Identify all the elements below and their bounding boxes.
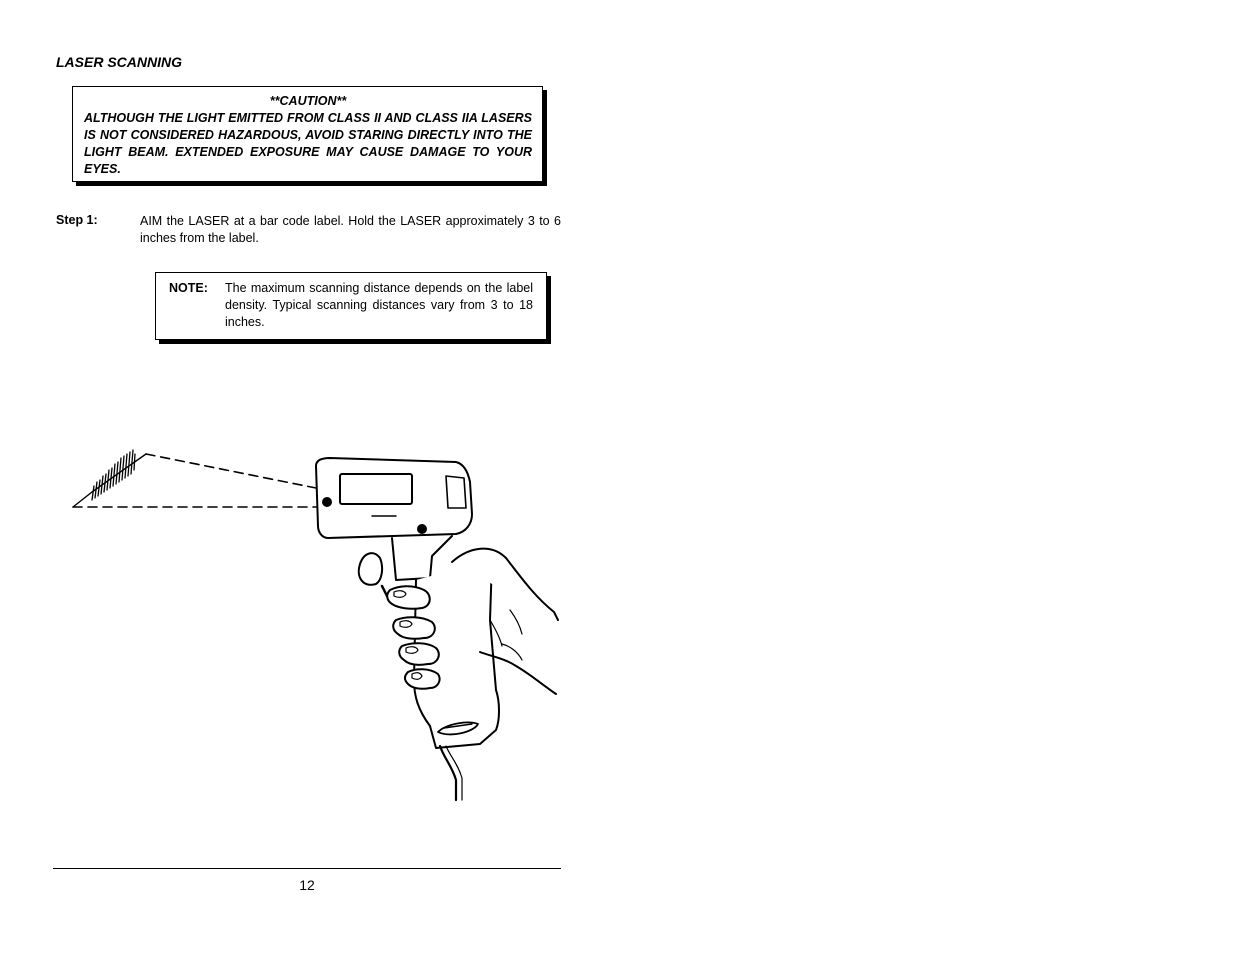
barcode-icon	[92, 450, 135, 500]
note-text: The maximum scanning distance depends on the label density. Typical scanning distances vary from 3 to 18 inches.	[225, 281, 533, 329]
note-box	[155, 272, 547, 340]
note-label: NOTE:	[169, 281, 208, 295]
section-title: LASER SCANNING	[56, 54, 183, 70]
hand-held-laser-scanner-icon	[60, 440, 560, 807]
footer-rule	[53, 868, 561, 869]
caution-heading: **CAUTION**	[269, 94, 347, 108]
page-number: 12	[299, 877, 315, 893]
caution-box	[72, 86, 543, 182]
step-1-text: AIM the LASER at a bar code label. Hold the LASER approximately 3 to 6 inches from the label.	[140, 214, 561, 245]
step-1-label: Step 1:	[56, 213, 98, 227]
caution-text: ALTHOUGH THE LIGHT EMITTED FROM CLASS II AND CLASS IIA LASERS IS NOT CONSIDERED HAZARDOUS, AVOID STARING DIRECTLY INTO THE LIGHT BEAM. EXTENDED EXPOSURE MAY CAUSE DAMAGE TO YOUR EYES.	[84, 111, 532, 176]
